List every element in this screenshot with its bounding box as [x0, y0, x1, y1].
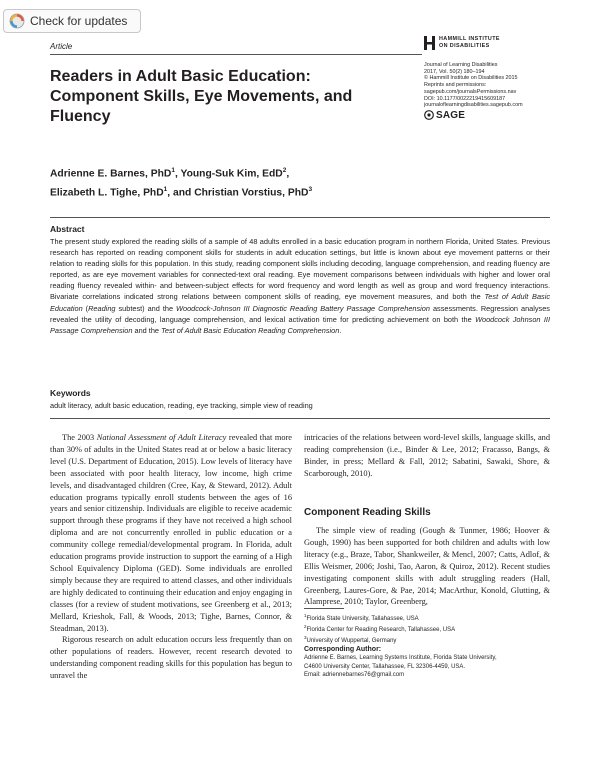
body-left-column	[50, 432, 292, 682]
body-paragraph: intricacies of the relations between word-level skills, language skills, and reading comprehension (i.e., Binder & Lee, 2012; Fracasso, Bangs, & Binder, in press; Mellard & Fall, 2012; Sabatini, Sawaki, Shore, & Scarborough, 2010).	[304, 433, 550, 478]
footnote-rule	[304, 608, 344, 609]
abstract-body: The present study explored the reading skills of a sample of 48 adults enrolled in a basic education program in northern Florida, United States. Previous research has reported on reading component skills for students in adult education settings, but little is known about eye movement patterns or their relation to reading skills for this population. In this study, reading component skills including decoding, language comprehension, and reading fluency are reported, as are eye movement variables for connected-text oral reading. Eye movement comparisons between individuals with higher and lower oral reading fluency revealed within- and between-subject effects for word frequency and word length as well as group and word frequency interactions. Bivariate correlations indicated strong relations between component skills of reading, eye movement measures, and both the Test of Adult Basic Education (Reading subtest) and the Woodcock-Johnson III Diagnostic Reading Battery Passage Comprehension assessments. Regression analyses revealed the utility of decoding, language comprehension, and lexical activation time for predicting achievement on both the Woodcock Johnson III Passage Comprehension and the Test of Adult Basic Education Reading Comprehension.	[50, 237, 551, 335]
abstract-top-rule	[50, 217, 550, 218]
author-affil-sup: 1	[171, 167, 175, 174]
body-paragraph: The simple view of reading (Gough & Tunmer, 1986; Hoover & Gough, 1990) has been supported for both children and adults with low literacy (e.g., Braze, Tabor, Shankweiler, & Mencl, 2007; Catts, Adlof, & Ellis Weismer, 2006; Joshi, Tao, Aaron, & Quiroz, 2012). Recent studies investigating component skills with adult struggling readers (Hall, Greenberg, Laures-Gore, & Pae, 2014; MacArthur, Konold, Glutting, & Alamprese, 2010; Taylor, Greenberg,	[304, 526, 550, 607]
hammill-logo-icon	[424, 36, 436, 50]
logo-line-2: ON DISABILITIES	[439, 42, 490, 49]
check-updates-label: Check for updates	[30, 14, 128, 28]
author-name: Adrienne E. Barnes, PhD	[50, 168, 172, 180]
body-paragraph: The 2003 National Assessment of Adult Literacy revealed that more than 30% of adults in the United States read at or below a basic literacy level (U.S. Department of Education, 2015). Low levels of literacy have been associated with poor health literacy, low income, high crime levels, and disadvantaged children (Cree, Kay, & Steward, 2012). Adult education programs typically enroll students between the ages of 16 years and senior citizenship. Individuals are eligible to receive academic support through these programs if they have not received a high school diploma and are not concurrently enrolled in public education or a community college remedial/developmental program. In Florida, adult education programs provide instruction to support the earning of a High School Equivalency Diploma (GED). Some individuals are enrolled simply because they are required to attend classes, and other individuals are highly dedicated to continuing their education and enjoy engaging in classes (for a review of student motivations, see Greenberg et al., 2013; Mellard, Krieshok, Fall, & Woods, 2013; Tighe, Barnes, Connor, & Steadman, 2013).	[50, 433, 292, 633]
article-type-label: Article	[50, 42, 73, 51]
affiliation: University of Wuppertal, Germany	[306, 638, 397, 645]
paper-title: Readers in Adult Basic Education: Component Skills, Eye Movements, and Fluency	[50, 68, 353, 125]
corresponding-email[interactable]: Email: adriennebarnes76@gmail.com	[304, 672, 405, 679]
author-name: and Christian Vorstius, PhD	[173, 187, 309, 199]
author-name: Elizabeth L. Tighe, PhD	[50, 187, 164, 199]
check-updates-icon	[9, 13, 25, 29]
check-for-updates-button[interactable]	[3, 9, 141, 33]
publisher-name: SAGE	[436, 109, 466, 121]
affiliation: Florida Center for Reading Research, Tallahassee, USA	[306, 627, 456, 634]
journal-doi[interactable]: DOI: 10.1177/0022219415609187	[424, 95, 506, 102]
body-right-column	[304, 432, 550, 480]
keywords-heading: Keywords	[50, 388, 91, 398]
logo-line-1: HAMMILL INSTITUTE	[439, 36, 500, 42]
journal-volume: 2017, Vol. 50(2) 180–194	[424, 68, 485, 75]
corresponding-line: C4600 University Center, Tallahassee, FL 32306-4459, USA.	[304, 663, 466, 670]
corresponding-heading: Corresponding Author:	[304, 646, 382, 653]
author-name: Young-Suk Kim, EdD	[180, 168, 283, 180]
body-paragraph: Rigorous research on adult education occurs less frequently than on other populations of readers. However, recent research devoted to understanding component reading skills for this population has begun to unravel the	[50, 635, 292, 681]
journal-permissions-link[interactable]: sagepub.com/journalsPermissions.nav	[424, 88, 517, 95]
affiliations: $^1$Florida State University, Tallahassee, USA $^2$Florida Center for Reading Research, Tallahassee, USA $^3$University of Wuppertal, Germany	[304, 613, 456, 645]
keywords-bottom-rule	[50, 418, 550, 419]
author-affil-sup: 3	[308, 185, 313, 193]
keywords-list: adult literacy, adult basic education, reading, eye tracking, simple view of reading	[50, 401, 313, 410]
body-right-column-section	[304, 525, 550, 608]
author-affil-sup: 1	[163, 185, 168, 193]
sage-logo-icon	[424, 110, 434, 120]
journal-url[interactable]: journaloflearningdisabilities.sagepub.com	[424, 102, 523, 109]
section-heading: Component Reading Skills	[304, 507, 431, 518]
journal-info	[424, 36, 574, 121]
author-list: Adrienne E. Barnes, PhD$^1$, Young-Suk Kim, EdD$^2$, Elizabeth L. Tighe, PhD$^1$, and Christian Vorstius, PhD$^3$	[50, 167, 313, 199]
journal-name: Journal of Learning Disabilities	[424, 62, 498, 68]
journal-copyright: © Hammill Institute on Disabilities 2015	[424, 75, 518, 82]
header-rule	[50, 54, 422, 55]
corresponding-line: Adrienne E. Barnes, Learning Systems Institute, Florida State University,	[304, 655, 497, 662]
affiliation: Florida State University, Tallahassee, USA	[306, 616, 419, 622]
journal-reprints: Reprints and permissions:	[424, 82, 487, 89]
abstract-heading: Abstract	[50, 224, 85, 234]
author-affil-sup: 2	[282, 167, 287, 174]
corresponding-author	[304, 646, 550, 680]
